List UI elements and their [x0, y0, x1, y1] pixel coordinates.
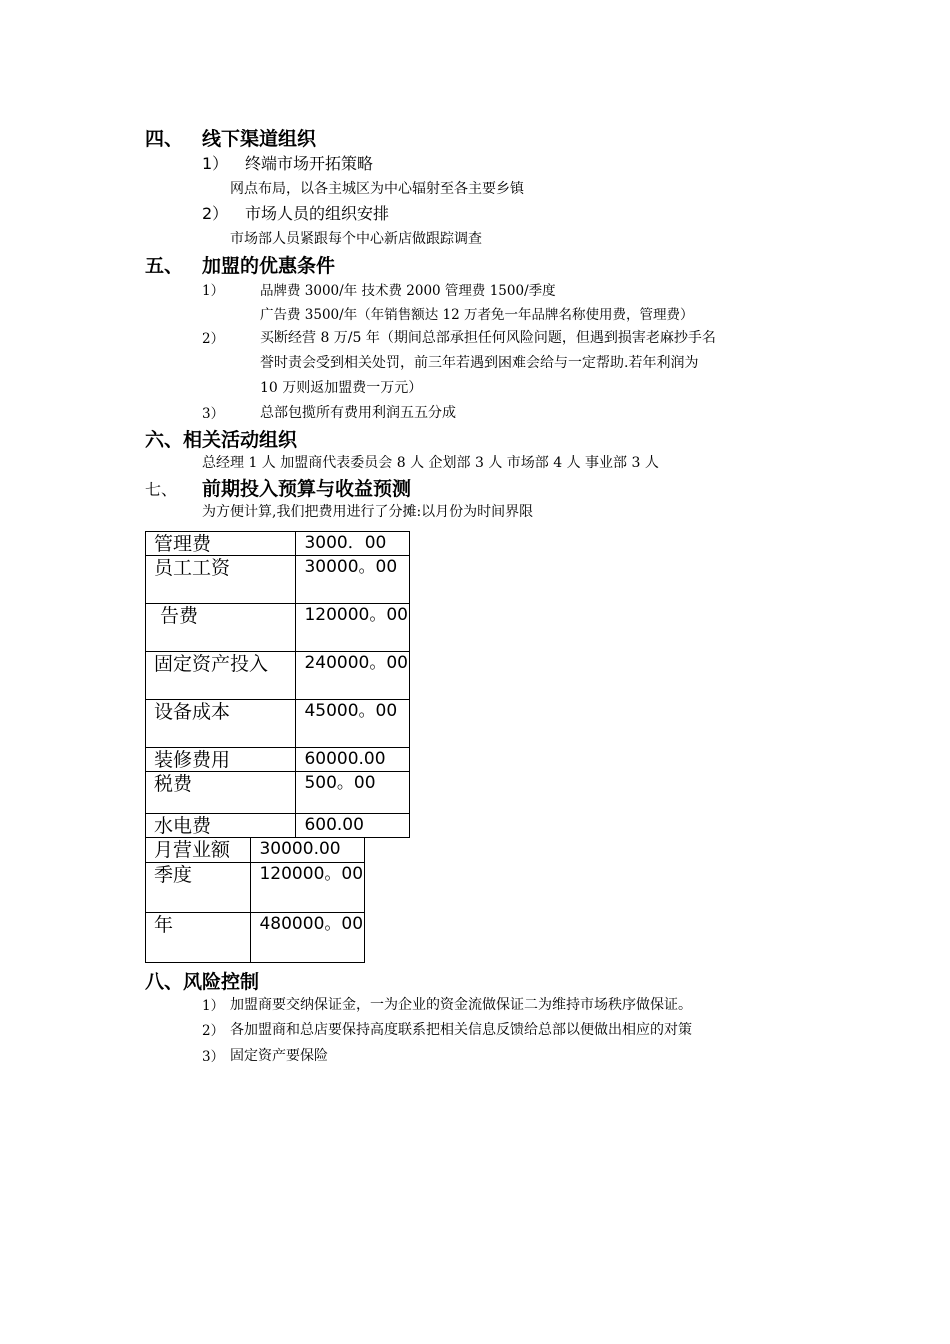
section-8-item-1-number: 1）: [202, 998, 225, 1014]
section-5-number: 五、: [145, 255, 184, 277]
table-row: [146, 748, 410, 772]
section-6-body: 总经理 1 人 加盟商代表委员会 8 人 企划部 3 人 市场部 4 人 事业部 3 人: [202, 455, 659, 471]
table-row: [146, 556, 410, 604]
cost-label: 固定资产投入: [146, 652, 296, 700]
section-8-item-2-number: 2）: [202, 1023, 225, 1039]
section-4-number: 四、: [145, 128, 184, 150]
section-8-title: 八、风险控制: [145, 971, 260, 993]
section-5-title: 加盟的优惠条件: [202, 255, 336, 277]
revenue-value: 120000。00: [251, 863, 365, 913]
table-row: [146, 652, 410, 700]
cost-value: 240000。00: [296, 652, 410, 700]
table-row: [146, 604, 410, 652]
cost-label: 水电费: [146, 814, 296, 838]
section-5-item-1-line-1: 品牌费 3000/年 技术费 2000 管理费 1500/季度: [260, 283, 556, 299]
section-6-title: 六、相关活动组织: [145, 429, 298, 451]
section-4-item-1-number: 1）: [202, 154, 229, 173]
cost-value: 120000。00: [296, 604, 410, 652]
cost-table: [145, 531, 410, 838]
table-row: [146, 814, 410, 838]
section-5-item-1-number: 1）: [202, 283, 225, 299]
cost-value: 500。00: [296, 772, 410, 814]
revenue-label: 月营业额: [146, 838, 251, 863]
section-7-body: 为方便计算,我们把费用进行了分摊:以月份为时间界限: [202, 504, 534, 520]
section-4-title: 线下渠道组织: [202, 128, 317, 150]
cost-label: 装修费用: [146, 748, 296, 772]
table-row: [146, 863, 365, 913]
cost-label: 设备成本: [146, 700, 296, 748]
section-5-item-3-number: 3）: [202, 406, 225, 422]
section-5-item-1-line-2: 广告费 3500/年（年销售额达 12 万者免一年品牌名称使用费，管理费）: [260, 307, 694, 323]
revenue-label: 季度: [146, 863, 251, 913]
section-4-item-2-body: 市场部人员紧跟每个中心新店做跟踪调查: [230, 231, 482, 247]
section-8-item-3-number: 3）: [202, 1049, 225, 1065]
section-4-item-1-body: 网点布局，以各主城区为中心辐射至各主要乡镇: [230, 181, 524, 197]
cost-label: 告费: [146, 604, 296, 652]
section-4-item-2-number: 2）: [202, 204, 229, 223]
section-5-item-2-line-3: 10 万则返加盟费一万元）: [260, 380, 423, 396]
section-5-item-2-number: 2）: [202, 331, 225, 347]
cost-value: 3000．00: [296, 532, 410, 556]
revenue-label: 年: [146, 913, 251, 963]
section-5-item-3-line-1: 总部包揽所有费用利润五五分成: [260, 405, 456, 421]
section-7-title: 前期投入预算与收益预测: [202, 478, 412, 500]
cost-value: 600.00: [296, 814, 410, 838]
cost-label: 税费: [146, 772, 296, 814]
section-8-item-1: 加盟商要交纳保证金，一为企业的资金流做保证二为维持市场秩序做保证。: [230, 997, 692, 1013]
section-5-item-2-line-2: 誉时责会受到相关处罚，前三年若遇到困难会给与一定帮助.若年利润为: [260, 355, 699, 371]
table-row: [146, 772, 410, 814]
table-row: [146, 700, 410, 748]
revenue-value: 30000.00: [251, 838, 365, 863]
cost-value: 60000.00: [296, 748, 410, 772]
table-row: [146, 913, 365, 963]
revenue-table: [145, 837, 365, 963]
section-8-item-2: 各加盟商和总店要保持高度联系把相关信息反馈给总部以便做出相应的对策: [230, 1022, 692, 1038]
table-row: [146, 532, 410, 556]
section-4-item-1-title: 终端市场开拓策略: [245, 154, 374, 173]
table-row: [146, 838, 365, 863]
section-8-item-3: 固定资产要保险: [230, 1048, 328, 1064]
revenue-value: 480000。00: [251, 913, 365, 963]
cost-value: 45000。00: [296, 700, 410, 748]
section-4-item-2-title: 市场人员的组织安排: [245, 204, 390, 223]
section-7-number: 七、: [145, 480, 178, 499]
cost-label: 管理费: [146, 532, 296, 556]
section-5-item-2-line-1: 买断经营 8 万/5 年（期间总部承担任何风险问题，但遇到损害老麻抄手名: [260, 330, 716, 346]
cost-label: 员工工资: [146, 556, 296, 604]
cost-value: 30000。00: [296, 556, 410, 604]
